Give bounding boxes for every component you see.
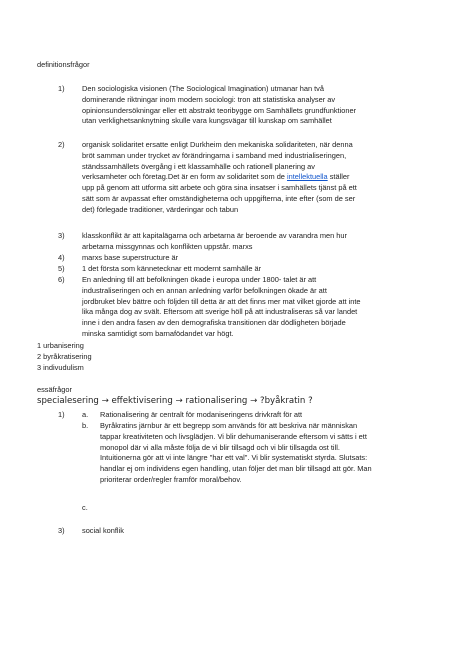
item-text [82,275,361,340]
text-line: bröt samman under trycket av förändringarna i samband med industrialiseringen, [82,150,347,160]
item-text [82,253,178,264]
text-line [82,172,357,183]
sub-letter: b. [82,421,89,430]
text-line: organisk solidaritet ersatte enligt Durkheim den mekaniska solidariteten, när denna [82,140,353,149]
intellektuella-link[interactable]: intellektuella [286,172,328,182]
text-line: Byråkratins järnbur är ett begrepp som används för att beskriva när människan [100,421,358,430]
text-line: sätt som är avpassat efter omständigheterna och uppgifterna, inte efter (som de ser [82,193,356,203]
text-line: klasskonflikt är att kapitalägarna och arbetarna är beroende av varandra men hur [82,231,347,240]
text-line: 1 det första som kännetecknar ett modernt samhälle är [82,264,262,273]
text-line: upp på genom att utforma sitt arbete och göra sina insatser i samhällets tjänst på ett [82,183,357,193]
concept-chain-line: specialesering → effektivisering → rationalisering → ?byåkratin ? [37,396,313,406]
plain-line-byrakratisering: 2 byråkratisering [37,352,92,361]
heading-definitionsfragor: definitionsfrågor [37,60,90,69]
heading-essafragor: essäfrågor [37,385,72,394]
item-number: 3) [58,231,65,240]
plain-line-urbanisering: 1 urbanisering [37,341,84,350]
text-line: marxs base superstructure är [82,253,179,262]
item-number: 2) [58,140,65,149]
item-number: 5) [58,264,65,273]
text-line: prioriterar order/regler framför moral/behov. [100,474,242,484]
text-line: ständssamhällets övergång i ett klassamhälle och rationell planering av [82,161,315,171]
sub-letter: c. [82,503,88,512]
text-span: ställer [327,172,350,182]
item-number: 3) [58,526,65,535]
text-span: verksamheter och företag.Det är en form av solidaritet som de [82,172,287,182]
text-line: handlar ej om individens egen handling, utan följer det man blir tillsagd att gör. Man [100,464,372,474]
text-line: inne i den andra fasen av den demografiska transitionen där dödligheten började [82,318,346,328]
text-line: Den sociologiska visionen (The Sociological Imagination) utmanar han två [82,84,324,93]
item-text [82,264,261,275]
plain-line-indivudulism: 3 indivudulism [37,363,84,372]
item-number: 1) [58,84,65,93]
text-line: Intuitionerna gör att vi inte längre "har ett val". Vi blir systematiskt styrda. Slutsats: [100,453,368,463]
item-text [100,410,302,421]
item-number: 1) [58,410,65,419]
text-line: social konflik [82,526,124,535]
sub-letter: a. [82,410,89,419]
text-line: jordbruket blev bättre och följden till detta är att det finns mer mat vilket gjorde att inte [82,296,361,306]
text-line: Rationalisering är centralt för modaniseringens drivkraft för att [100,410,303,419]
text-line: minska samtidigt som barnafödandet var högt. [82,328,234,338]
item-text [82,526,124,537]
text-line: opinionsundersökningar eller ett abstrakt teoribygge om Samhällets grundfunktioner [82,105,357,115]
text-line: industraliseringen och en annan anledning varför befolkningen ökade är att [82,285,327,295]
item-text [82,84,356,127]
text-line: lika många dog av svält. Eftersom att sverige höll på att industraliseras så var landet [82,307,358,317]
text-line: monopol där vi alla måste följa de vi blir tillsagd och vi blir tillsagda ost till. [100,442,340,452]
item-number: 4) [58,253,65,262]
text-line: det) förlegade traditioner, värderingar och tabun [82,204,239,214]
item-text [82,140,357,216]
item-text [82,231,347,253]
text-line: utan verklighetsanknytning skulle vara kungsvägar till kunskap om samhället [82,116,332,126]
text-line: arbetarna missgynnas och konflikten uppstår. marxs [82,241,253,251]
text-line: tappar kreativiteten och livsglädjen. Vi blir dehumaniserande eftersom vi sätts i ett [100,431,367,441]
text-line: En anledning till att befolkningen ökade i europa under 1800- talet är att [82,275,317,284]
item-text [100,421,372,486]
text-line: dominerande riktningar inom modern sociologi: tron att statistiska analyser av [82,94,336,104]
item-number: 6) [58,275,65,284]
